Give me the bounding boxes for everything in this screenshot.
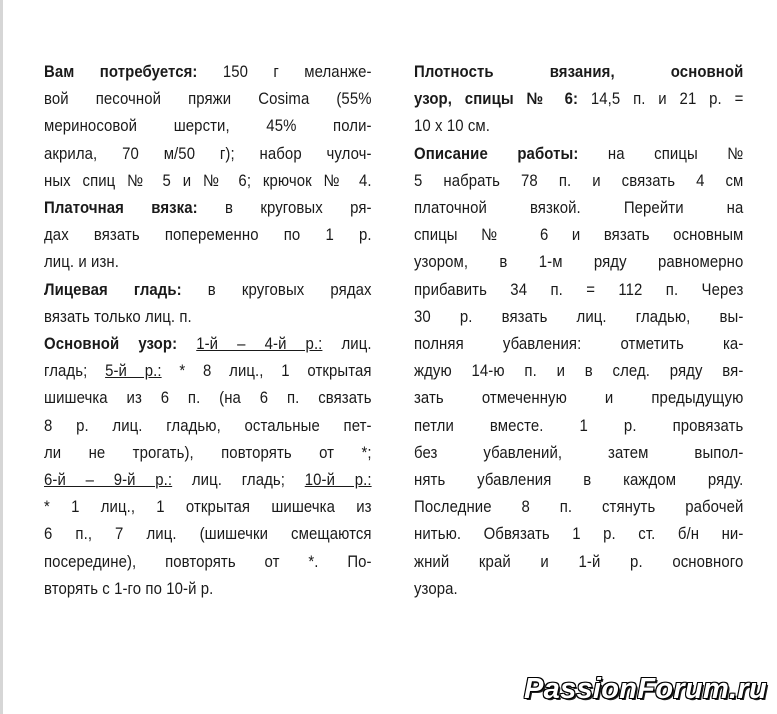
pattern-line-1: Основной узор: 1-й – 4-й р.: лиц. — [44, 334, 372, 354]
pattern-row-5: 5-й р.: — [105, 361, 162, 381]
pattern-line-4: 8 р. лиц. гладью, остальные пет- — [44, 415, 372, 435]
description-line-5: узором, в 1-м ряду равномерно — [414, 252, 744, 272]
left-column — [44, 58, 372, 602]
description-line-1: Описание работы: на спицы № — [414, 143, 744, 163]
garter-title: Платочная вязка: — [44, 198, 198, 218]
description-line-17: узора. — [414, 578, 458, 598]
materials-line-4: акрила, 70 м/50 г); набор чулоч- — [44, 143, 372, 163]
materials-title: Вам потребуется: — [44, 62, 198, 81]
gauge-title-line-2: узор, спицы № 6: — [414, 89, 579, 109]
pattern-line-6: 6-й – 9-й р.: лиц. гладь; 10-й р.: — [44, 470, 372, 490]
description-line-4: спицы № 6 и вязать основным — [414, 225, 744, 245]
description-line-14: Последние 8 п. стянуть рабочей — [414, 497, 744, 517]
description-line-15: нитью. Обвязать 1 р. ст. б/н ни- — [414, 524, 744, 544]
garter-line-1: Платочная вязка: в круговых ря- — [44, 198, 372, 218]
description-title: Описание работы: — [414, 143, 579, 163]
materials-line-5: ных спиц № 5 и № 6; крючок № 4. — [44, 170, 372, 190]
description-line-3: платочной вязкой. Перейти на — [414, 198, 744, 218]
pattern-title: Основной узор: — [44, 334, 178, 354]
materials-line-1: Вам потребуется: 150 г меланже- — [44, 62, 372, 81]
right-column — [414, 58, 743, 602]
pattern-line-10: вторять с 1-го по 10-й р. — [44, 578, 214, 598]
description-line-13: нять убавления в каждом ряду. — [414, 470, 744, 490]
description-line-7: 30 р. вязать лиц. гладью, вы- — [414, 306, 744, 326]
gauge-line-2: узор, спицы № 6: 14,5 п. и 21 р. = — [414, 89, 744, 109]
description-line-2: 5 набрать 78 п. и связать 4 см — [414, 170, 744, 190]
materials-line-3: мериносовой шерсти, 45% поли- — [44, 116, 372, 136]
left-edge-rule — [0, 0, 3, 714]
description-line-9: ждую 14-ю п. и в след. ряду вя- — [414, 361, 744, 381]
garter-line-3: лиц. и изн. — [44, 252, 119, 272]
pattern-line-2: гладь; 5-й р.: * 8 лиц., 1 открытая — [44, 361, 372, 381]
pattern-line-8: 6 п., 7 лиц. (шишечки смещаются — [44, 524, 372, 544]
pattern-row-10: 10-й р.: — [304, 470, 372, 490]
stockinette-line-1: Лицевая гладь: в круговых рядах — [44, 279, 372, 299]
description-line-16: жний край и 1-й р. основного — [414, 551, 744, 571]
pattern-line-9: посередине), повторять от *. По- — [44, 551, 372, 571]
description-line-11: петли вместе. 1 р. провязать — [414, 415, 744, 435]
garter-line-2: дах вязать попеременно по 1 р. — [44, 225, 372, 245]
stockinette-line-2: вязать только лиц. п. — [44, 306, 192, 326]
description-line-10: зать отмеченную и предыдущую — [414, 388, 744, 408]
description-line-8: полняя убавления: отметить ка- — [414, 334, 744, 354]
gauge-title-line-1: Плотность вязания, основной — [414, 62, 744, 81]
pattern-rows-1-4: 1-й – 4-й р.: — [196, 334, 323, 354]
materials-line-2: вой песочной пряжи Cosima (55% — [44, 89, 372, 109]
description-line-12: без убавлений, затем выпол- — [414, 442, 744, 462]
description-line-6: прибавить 34 п. = 112 п. Через — [414, 279, 744, 299]
site-watermark: PassionForum.ru — [524, 673, 767, 705]
pattern-rows-6-9: 6-й – 9-й р.: — [44, 470, 173, 490]
stockinette-title: Лицевая гладь: — [44, 279, 182, 299]
pattern-line-7: * 1 лиц., 1 открытая шишечка из — [44, 497, 372, 517]
pattern-line-5: ли не трогать), повторять от *; — [44, 442, 372, 462]
gauge-line-3: 10 х 10 см. — [414, 116, 491, 136]
pattern-line-3: шишечка из 6 п. (на 6 п. связать — [44, 388, 372, 408]
